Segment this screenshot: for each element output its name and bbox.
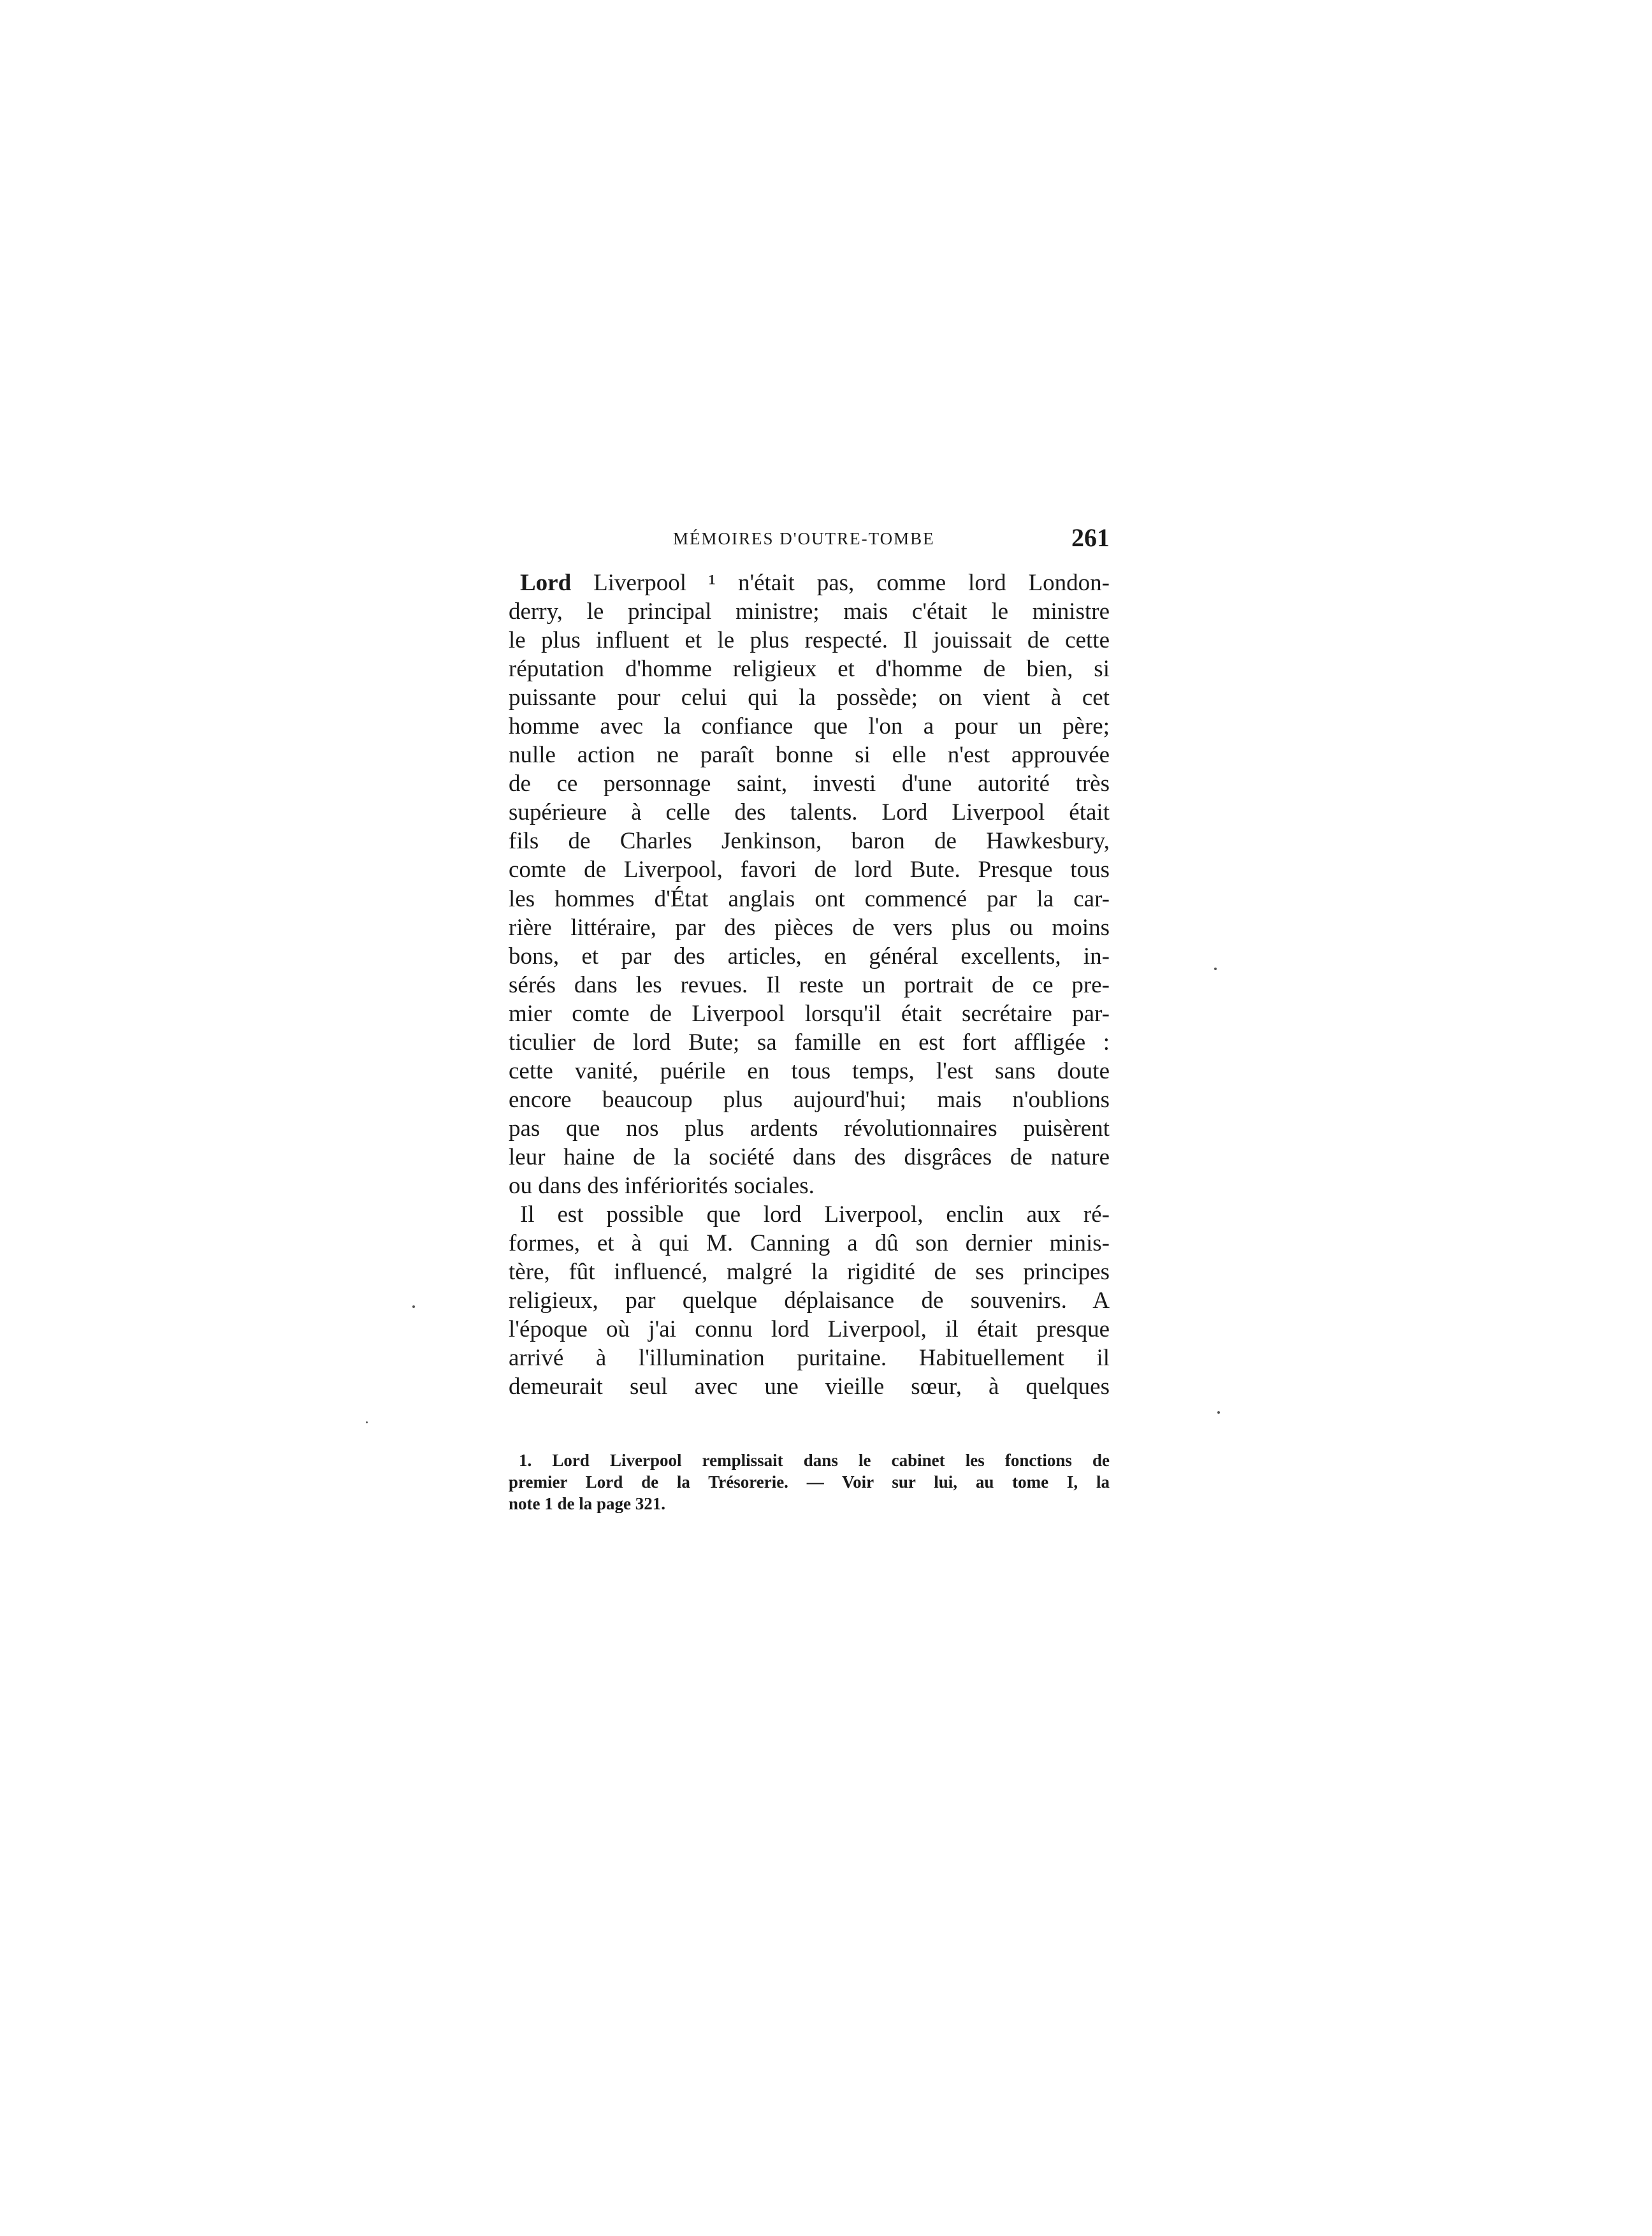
text-line: supérieure à celle des talents. Lord Liverpool était [509, 799, 1110, 826]
text-line: mier comte de Liverpool lorsqu'il était secrétaire par- [509, 1000, 1110, 1027]
running-title: MÉMOIRES D'OUTRE-TOMBE [673, 529, 935, 548]
text-line-rest: Liverpool ¹ n'était pas, comme lord London- [571, 570, 1110, 596]
scan-speck [366, 1421, 368, 1423]
text-line: arrivé à l'illumination puritaine. Habituellement il [509, 1345, 1110, 1372]
text-line: ou dans des infériorités sociales. [509, 1172, 815, 1199]
text-line: ticulier de lord Bute; sa famille en est fort affligée : [509, 1029, 1110, 1056]
footnote-line: 1. Lord Liverpool remplissait dans le cabinet les fonctions de [519, 1451, 1110, 1470]
scan-speck [1217, 1411, 1220, 1414]
text-line: les hommes d'État anglais ont commencé par la car- [509, 885, 1110, 912]
text-line: religieux, par quelque déplaisance de souvenirs. A [509, 1288, 1110, 1314]
text-line: homme avec la confiance que l'on a pour un père; [509, 713, 1110, 740]
text-line: encore beaucoup plus aujourd'hui; mais n'oublions [509, 1086, 1110, 1113]
text-line: réputation d'homme religieux et d'homme de bien, si [509, 656, 1110, 683]
text-line: fils de Charles Jenkinson, baron de Hawkesbury, [509, 828, 1110, 855]
text-line: comte de Liverpool, favori de lord Bute. Presque tous [509, 857, 1110, 883]
scan-speck [412, 1305, 415, 1308]
text-line: formes, et à qui M. Canning a dû son dernier minis- [509, 1230, 1110, 1257]
text-line: sérés dans les revues. Il reste un portrait de ce pre- [509, 971, 1110, 998]
text-line [509, 569, 1110, 597]
text-line: puissante pour celui qui la possède; on vient à cet [509, 685, 1110, 711]
footnote [509, 1449, 1110, 1514]
text-line: rière littéraire, par des pièces de vers plus ou moins [509, 914, 1110, 941]
text-line: leur haine de la société dans des disgrâces de nature [509, 1143, 1110, 1170]
text-line: pas que nos plus ardents révolutionnaires puisèrent [509, 1115, 1110, 1142]
text-line: cette vanité, puérile en tous temps, l'est sans doute [509, 1057, 1110, 1084]
lead-word: Lord [520, 570, 572, 596]
text-line: le plus influent et le plus respecté. Il jouissait de cette [509, 627, 1110, 654]
footnote-line: note 1 de la page 321. [509, 1494, 665, 1513]
scan-speck [1214, 968, 1217, 970]
text-line: tère, fût influencé, malgré la rigidité de ses principes [509, 1259, 1110, 1286]
body-text [509, 569, 1110, 1401]
text-line: de ce personnage saint, investi d'une autorité très [509, 771, 1110, 797]
footnote-line: premier Lord de la Trésorerie. — Voir sur lui, au tome I, la [509, 1472, 1110, 1492]
page-header [509, 523, 1110, 557]
text-line: Il est possible que lord Liverpool, enclin aux ré- [520, 1201, 1110, 1228]
text-line: l'époque où j'ai connu lord Liverpool, il était presque [509, 1316, 1110, 1343]
text-line: demeurait seul avec une vieille sœur, à quelques [509, 1374, 1110, 1400]
text-line: bons, et par des articles, en général excellents, in- [509, 943, 1110, 969]
page-number: 261 [1071, 523, 1110, 552]
text-line: nulle action ne paraît bonne si elle n'est approuvée [509, 742, 1110, 769]
text-line: derry, le principal ministre; mais c'était le ministre [509, 599, 1110, 625]
